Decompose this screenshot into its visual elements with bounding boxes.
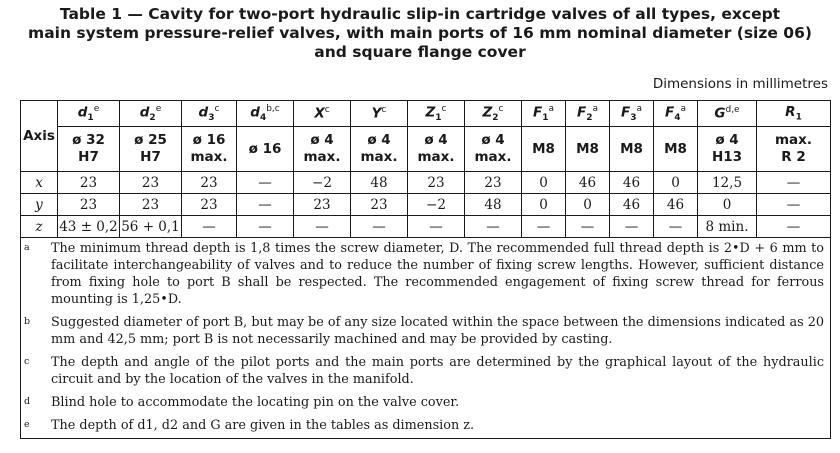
table-cell: 56 + 0,1 <box>120 216 182 238</box>
axis-label: x <box>21 172 58 194</box>
column-spec-13 <box>757 127 831 172</box>
table-row <box>21 194 831 216</box>
footnote-text: The depth of d1, d2 and G are given in the tables as dimension z. <box>51 418 475 433</box>
column-symbol: d <box>250 104 260 121</box>
table-cell: 23 <box>120 172 182 194</box>
footnote <box>21 238 831 313</box>
column-footnote-ref: a <box>548 103 554 114</box>
table-cell: −2 <box>294 172 351 194</box>
table-cell: −2 <box>408 194 465 216</box>
table-cell: 0 <box>654 172 698 194</box>
column-spec-10 <box>610 127 654 172</box>
table-cell: 8 min. <box>698 216 757 238</box>
column-header-5 <box>351 101 408 127</box>
dimensions-note: Dimensions in millimetres <box>652 76 828 92</box>
column-footnote-ref: a <box>680 103 686 114</box>
footnote-body <box>21 392 830 415</box>
column-spec-5 <box>351 127 408 172</box>
table-cell: 23 <box>120 194 182 216</box>
axis-label: y <box>21 194 58 216</box>
column-footnote-ref: e <box>93 103 100 114</box>
column-footnote-ref: e <box>155 103 162 114</box>
column-header-6 <box>408 101 465 127</box>
column-symbol: d <box>77 104 88 121</box>
spec-line: ø 4 <box>481 132 505 148</box>
column-spec-4 <box>294 127 351 172</box>
column-subscript: 3 <box>630 113 637 124</box>
table-cell: 46 <box>654 194 698 216</box>
footnote-row <box>21 392 831 415</box>
table-cell: — <box>566 216 610 238</box>
axis-label: z <box>21 216 58 238</box>
column-spec-7 <box>465 127 522 172</box>
table-cell: 0 <box>522 172 566 194</box>
spec-line: ø 32 <box>72 132 105 148</box>
spec-line: H7 <box>140 149 161 165</box>
table-cell: 23 <box>465 172 522 194</box>
column-symbol: F <box>576 104 587 121</box>
table-cell: 23 <box>351 194 408 216</box>
column-symbol: X <box>314 105 325 122</box>
table-cell: — <box>237 172 294 194</box>
footnote-text: The minimum thread depth is 1,8 times the screw diameter, D. The recommended full thread depth is 2•D + 6 mm to facilitate interchangeability of valves and to reduce the number of fixing screw lengths. However, sufficient distance from fixing hole to port B shall be respected. The recommended engagement of fixing screw thread for ferrous mounting is 1,25•D. <box>51 241 824 307</box>
footnote <box>21 352 831 392</box>
title-line-3: and square flange cover <box>314 43 526 61</box>
table-cell: — <box>351 216 408 238</box>
table-row <box>21 216 831 238</box>
column-symbol: F <box>532 104 543 121</box>
column-subscript: 1 <box>542 113 549 124</box>
column-header-10 <box>610 101 654 127</box>
column-subscript: 2 <box>492 113 499 124</box>
spec-line: max. <box>303 149 341 165</box>
footnote-label: b <box>24 316 31 327</box>
column-spec-3 <box>237 127 294 172</box>
column-footnote-ref: a <box>636 103 642 114</box>
footnote <box>21 312 831 352</box>
table-cell: — <box>294 216 351 238</box>
title-line-1: Table 1 — Cavity for two-port hydraulic slip-in cartridge valves of all types, except <box>59 5 781 23</box>
cavity-table <box>20 100 831 439</box>
table-cell: — <box>465 216 522 238</box>
column-subscript: 4 <box>674 113 681 124</box>
column-spec-12 <box>698 127 757 172</box>
table-title <box>0 5 840 62</box>
footnote-label: e <box>24 419 30 430</box>
column-footnote-ref: c <box>214 103 220 114</box>
column-spec-8 <box>522 127 566 172</box>
footnote-row <box>21 415 831 439</box>
footnote-row <box>21 312 831 352</box>
table-cell: 46 <box>566 172 610 194</box>
spec-line: ø 4 <box>367 132 391 148</box>
table-cell: — <box>237 194 294 216</box>
column-subscript: 1 <box>435 113 442 124</box>
column-header-4 <box>294 101 351 127</box>
footnote-label: d <box>24 396 31 407</box>
spec-line: ø 25 <box>134 132 167 148</box>
column-subscript: 1 <box>87 113 94 124</box>
table-cell: 43 ± 0,2 <box>58 216 120 238</box>
footnote-label: a <box>24 242 30 253</box>
footnote-body <box>21 312 830 352</box>
column-header-13 <box>757 101 831 127</box>
spec-line: H7 <box>78 149 99 165</box>
spec-line: M8 <box>620 140 643 157</box>
column-subscript: 2 <box>149 113 156 124</box>
footnote-text: The depth and angle of the pilot ports and the main ports are determined by the graphical layout of the hydraulic circuit and by the location of the valves in the manifold. <box>51 355 824 387</box>
table-cell: — <box>610 216 654 238</box>
table-row <box>21 172 831 194</box>
column-header-12 <box>698 101 757 127</box>
column-subscript: 3 <box>208 113 215 124</box>
column-subscript: 4 <box>259 113 267 124</box>
table-cell: 48 <box>351 172 408 194</box>
column-subscript: 1 <box>795 112 802 123</box>
table-cell: 23 <box>182 194 237 216</box>
table-cell: 23 <box>408 172 465 194</box>
table-cell: 0 <box>522 194 566 216</box>
column-symbol: Y <box>371 105 382 122</box>
table-cell: 23 <box>58 194 120 216</box>
table-cell: 23 <box>58 172 120 194</box>
footnote-text: Suggested diameter of port B, but may be of any size located within the space between the dimensions indicated as 20 mm and 42,5 mm; port B is not necessarily machined and may be provided by casting. <box>51 315 824 347</box>
column-footnote-ref: c <box>324 105 330 116</box>
footnote-text: Blind hole to accommodate the locating pin on the valve cover. <box>51 395 460 410</box>
table-cell: — <box>182 216 237 238</box>
column-spec-9 <box>566 127 610 172</box>
column-spec-2 <box>182 127 237 172</box>
column-spec-11 <box>654 127 698 172</box>
column-footnote-ref: a <box>592 103 598 114</box>
column-header-2 <box>182 101 237 127</box>
column-symbol: Z <box>482 104 493 121</box>
column-header-11 <box>654 101 698 127</box>
table-cell: — <box>237 216 294 238</box>
spec-line: max. <box>417 149 455 165</box>
column-subscript: 2 <box>586 113 593 124</box>
column-footnote-ref: d,e <box>725 105 740 116</box>
column-header-0 <box>58 101 120 127</box>
spec-line: M8 <box>532 140 555 157</box>
table-cell: — <box>757 194 831 216</box>
table-cell: 23 <box>182 172 237 194</box>
table-cell: 12,5 <box>698 172 757 194</box>
spec-line: max. <box>474 149 512 165</box>
footnote-row <box>21 238 831 313</box>
column-symbol: d <box>198 104 209 121</box>
column-footnote-ref: c <box>381 105 387 116</box>
column-spec-6 <box>408 127 465 172</box>
spec-line: R 2 <box>781 149 806 165</box>
spec-line: ø 4 <box>310 132 334 148</box>
column-footnote-ref: c <box>498 103 504 114</box>
column-header-8 <box>522 101 566 127</box>
column-symbol: G <box>714 105 726 122</box>
table-cell: — <box>654 216 698 238</box>
column-header-1 <box>120 101 182 127</box>
table-cell: 46 <box>610 172 654 194</box>
column-symbol: F <box>620 104 631 121</box>
spec-line: ø 16 <box>248 140 282 157</box>
footnote <box>21 392 831 415</box>
table-cell: 23 <box>294 194 351 216</box>
spec-line: ø 16 <box>192 132 226 148</box>
table-cell: 0 <box>698 194 757 216</box>
footnote-body <box>21 238 830 312</box>
column-symbol: F <box>664 104 675 121</box>
footnote <box>21 415 831 439</box>
footnote-label: c <box>24 356 30 367</box>
table-cell: — <box>757 172 831 194</box>
footnote-body <box>21 415 830 438</box>
table-cell: — <box>757 216 831 238</box>
table-cell: — <box>522 216 566 238</box>
column-spec-1 <box>120 127 182 172</box>
table-cell: 46 <box>610 194 654 216</box>
spec-line: M8 <box>664 140 687 157</box>
table-cell: 0 <box>566 194 610 216</box>
column-symbol: R <box>785 104 796 121</box>
spec-line: M8 <box>576 140 599 157</box>
column-header-9 <box>566 101 610 127</box>
column-symbol: d <box>139 104 150 121</box>
axis-header: Axis <box>21 101 58 172</box>
table-cell: — <box>408 216 465 238</box>
footnote-body <box>21 352 830 392</box>
column-symbol: Z <box>425 104 436 121</box>
column-footnote-ref: b,c <box>266 103 280 114</box>
title-line-2: main system pressure-relief valves, with main ports of 16 mm nominal diameter (size 06) <box>28 24 812 42</box>
column-header-3 <box>237 101 294 127</box>
spec-line: max. <box>190 149 228 165</box>
footnote-row <box>21 352 831 392</box>
table-cell: 48 <box>465 194 522 216</box>
spec-line: max. <box>774 132 812 148</box>
column-spec-0 <box>58 127 120 172</box>
column-header-7 <box>465 101 522 127</box>
column-footnote-ref: c <box>441 103 447 114</box>
spec-line: ø 4 <box>715 132 739 148</box>
spec-line: max. <box>360 149 398 165</box>
spec-line: ø 4 <box>424 132 448 148</box>
spec-line: H13 <box>711 149 743 165</box>
